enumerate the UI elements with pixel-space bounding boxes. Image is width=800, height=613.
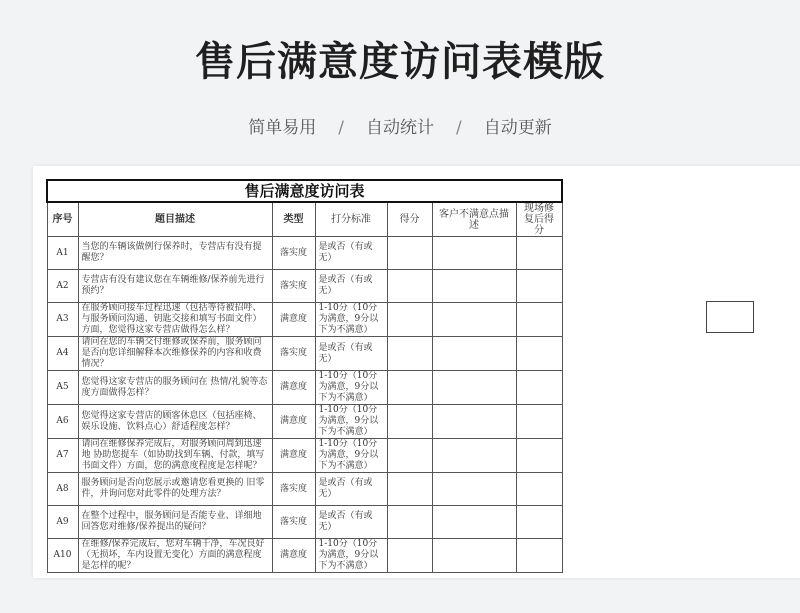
- feature-update: 自动更新: [483, 118, 552, 138]
- complaint-cell[interactable]: [432, 237, 516, 270]
- row-desc: 服务顾问是否向您展示或邀请您看更换的 旧零件，并询问您对此零件的处理方法？: [78, 473, 272, 506]
- rescore-cell[interactable]: [516, 270, 562, 303]
- score-cell[interactable]: [387, 270, 432, 303]
- feature-easy: 简单易用: [248, 118, 317, 138]
- table-row: [47, 371, 562, 405]
- score-cell[interactable]: [387, 237, 432, 270]
- separator: /: [338, 118, 344, 138]
- row-id: A4: [47, 337, 78, 371]
- table-row: [47, 506, 562, 539]
- table-row: [47, 439, 562, 473]
- header-complaint: 客户不满意点描述: [432, 202, 516, 237]
- row-desc: 请问在维修保养完成后，对服务顾问周到迅速地 协助您提车（如协助找到车辆、付款，填写书面文件）方面，您的满意度程度是怎样呢？: [78, 439, 272, 473]
- score-cell[interactable]: [387, 439, 432, 473]
- row-id: A1: [47, 237, 78, 270]
- rescore-cell[interactable]: [516, 473, 562, 506]
- row-standard: 是或否（有或无）: [315, 473, 387, 506]
- rescore-cell[interactable]: [516, 337, 562, 371]
- feature-stats: 自动统计: [366, 118, 434, 138]
- row-standard: 1-10分（10分为满意，9分以下为不满意）: [315, 303, 387, 337]
- row-standard: 1-10分（10分为满意，9分以下为不满意）: [315, 405, 387, 439]
- row-type: 落实度: [272, 337, 315, 371]
- row-standard: 是或否（有或无）: [315, 506, 387, 539]
- complaint-cell[interactable]: [432, 405, 516, 439]
- row-type: 落实度: [272, 237, 315, 270]
- table-row: [47, 303, 562, 337]
- complaint-cell[interactable]: [432, 371, 516, 405]
- row-type: 满意度: [272, 371, 315, 405]
- side-selection-box: [706, 301, 754, 333]
- complaint-cell[interactable]: [432, 539, 516, 573]
- score-cell[interactable]: [387, 337, 432, 371]
- table-row: [47, 237, 562, 270]
- page-title: 售后满意度访问表模版: [195, 39, 605, 85]
- rescore-cell[interactable]: [516, 237, 562, 270]
- table-row: [47, 270, 562, 303]
- row-standard: 1-10分（10分为满意，9分以下为不满意）: [315, 371, 387, 405]
- header-type: 类型: [272, 202, 315, 237]
- row-desc: 在服务顾问接车过程迅速（包括等待被招呼、与服务顾问沟通、钥匙交接和填写书面文件）方面，您觉得这家专营店做得怎么样？: [78, 303, 272, 337]
- rescore-cell[interactable]: [516, 371, 562, 405]
- row-desc: 您觉得这家专营店的顾客休息区（包括座椅、娱乐设施、饮料点心）舒适程度怎样？: [78, 405, 272, 439]
- header-rescore: 现场修复后得分: [516, 202, 562, 237]
- feature-tagline: [0, 113, 800, 138]
- row-type: 满意度: [272, 439, 315, 473]
- row-id: A3: [47, 303, 78, 337]
- complaint-cell[interactable]: [432, 506, 516, 539]
- row-id: A2: [47, 270, 78, 303]
- table-title: 售后满意度访问表: [47, 180, 562, 202]
- row-type: 落实度: [272, 270, 315, 303]
- row-id: A10: [47, 539, 78, 573]
- row-id: A6: [47, 405, 78, 439]
- row-id: A7: [47, 439, 78, 473]
- score-cell[interactable]: [387, 506, 432, 539]
- row-standard: 1-10分（10分为满意，9分以下为不满意）: [315, 539, 387, 573]
- row-id: A9: [47, 506, 78, 539]
- row-desc: 在维修/保养完成后，您对车辆干净，车况良好（无损坏，车内设置无变化）方面的满意程度是怎样的呢？: [78, 539, 272, 573]
- row-type: 落实度: [272, 506, 315, 539]
- complaint-cell[interactable]: [432, 270, 516, 303]
- row-desc: 在整个过程中，服务顾问是否能专业、详细地回答您对维修/保养提出的疑问？: [78, 506, 272, 539]
- rescore-cell[interactable]: [516, 539, 562, 573]
- separator: /: [456, 118, 462, 138]
- rescore-cell[interactable]: [516, 506, 562, 539]
- complaint-cell[interactable]: [432, 303, 516, 337]
- row-standard: 是或否（有或无）: [315, 270, 387, 303]
- row-type: 满意度: [272, 539, 315, 573]
- row-standard: 是或否（有或无）: [315, 337, 387, 371]
- table-row: [47, 539, 562, 573]
- row-standard: 1-10分（10分为满意，9分以下为不满意）: [315, 439, 387, 473]
- rescore-cell[interactable]: [516, 405, 562, 439]
- row-type: 满意度: [272, 303, 315, 337]
- row-type: 满意度: [272, 405, 315, 439]
- score-cell[interactable]: [387, 539, 432, 573]
- rescore-cell[interactable]: [516, 439, 562, 473]
- header-desc: 题目描述: [78, 202, 272, 237]
- row-standard: 是或否（有或无）: [315, 237, 387, 270]
- score-cell[interactable]: [387, 405, 432, 439]
- row-id: A8: [47, 473, 78, 506]
- table-row: [47, 405, 562, 439]
- header-score: 得分: [387, 202, 432, 237]
- survey-table: [46, 179, 563, 573]
- rescore-cell[interactable]: [516, 303, 562, 337]
- row-id: A5: [47, 371, 78, 405]
- row-desc: 您觉得这家专营店的服务顾问在 热情/礼貌等态度方面做得怎样？: [78, 371, 272, 405]
- table-row: [47, 473, 562, 506]
- spreadsheet-preview: [33, 166, 800, 578]
- table-row: [47, 337, 562, 371]
- row-desc: 请问在您的车辆交付维修或保养前，服务顾问是否向您详细解释本次维修保养的内容和收费情况？: [78, 337, 272, 371]
- score-cell[interactable]: [387, 371, 432, 405]
- complaint-cell[interactable]: [432, 439, 516, 473]
- header-id: 序号: [47, 202, 78, 237]
- row-type: 落实度: [272, 473, 315, 506]
- complaint-cell[interactable]: [432, 473, 516, 506]
- complaint-cell[interactable]: [432, 337, 516, 371]
- row-desc: 当您的车辆该做例行保养时，专营店有没有提醒您？: [78, 237, 272, 270]
- header-row: [47, 202, 562, 237]
- score-cell[interactable]: [387, 473, 432, 506]
- score-cell[interactable]: [387, 303, 432, 337]
- row-desc: 专营店有没有建议您在车辆维修/保养前先进行预约？: [78, 270, 272, 303]
- header-standard: 打分标准: [315, 202, 387, 237]
